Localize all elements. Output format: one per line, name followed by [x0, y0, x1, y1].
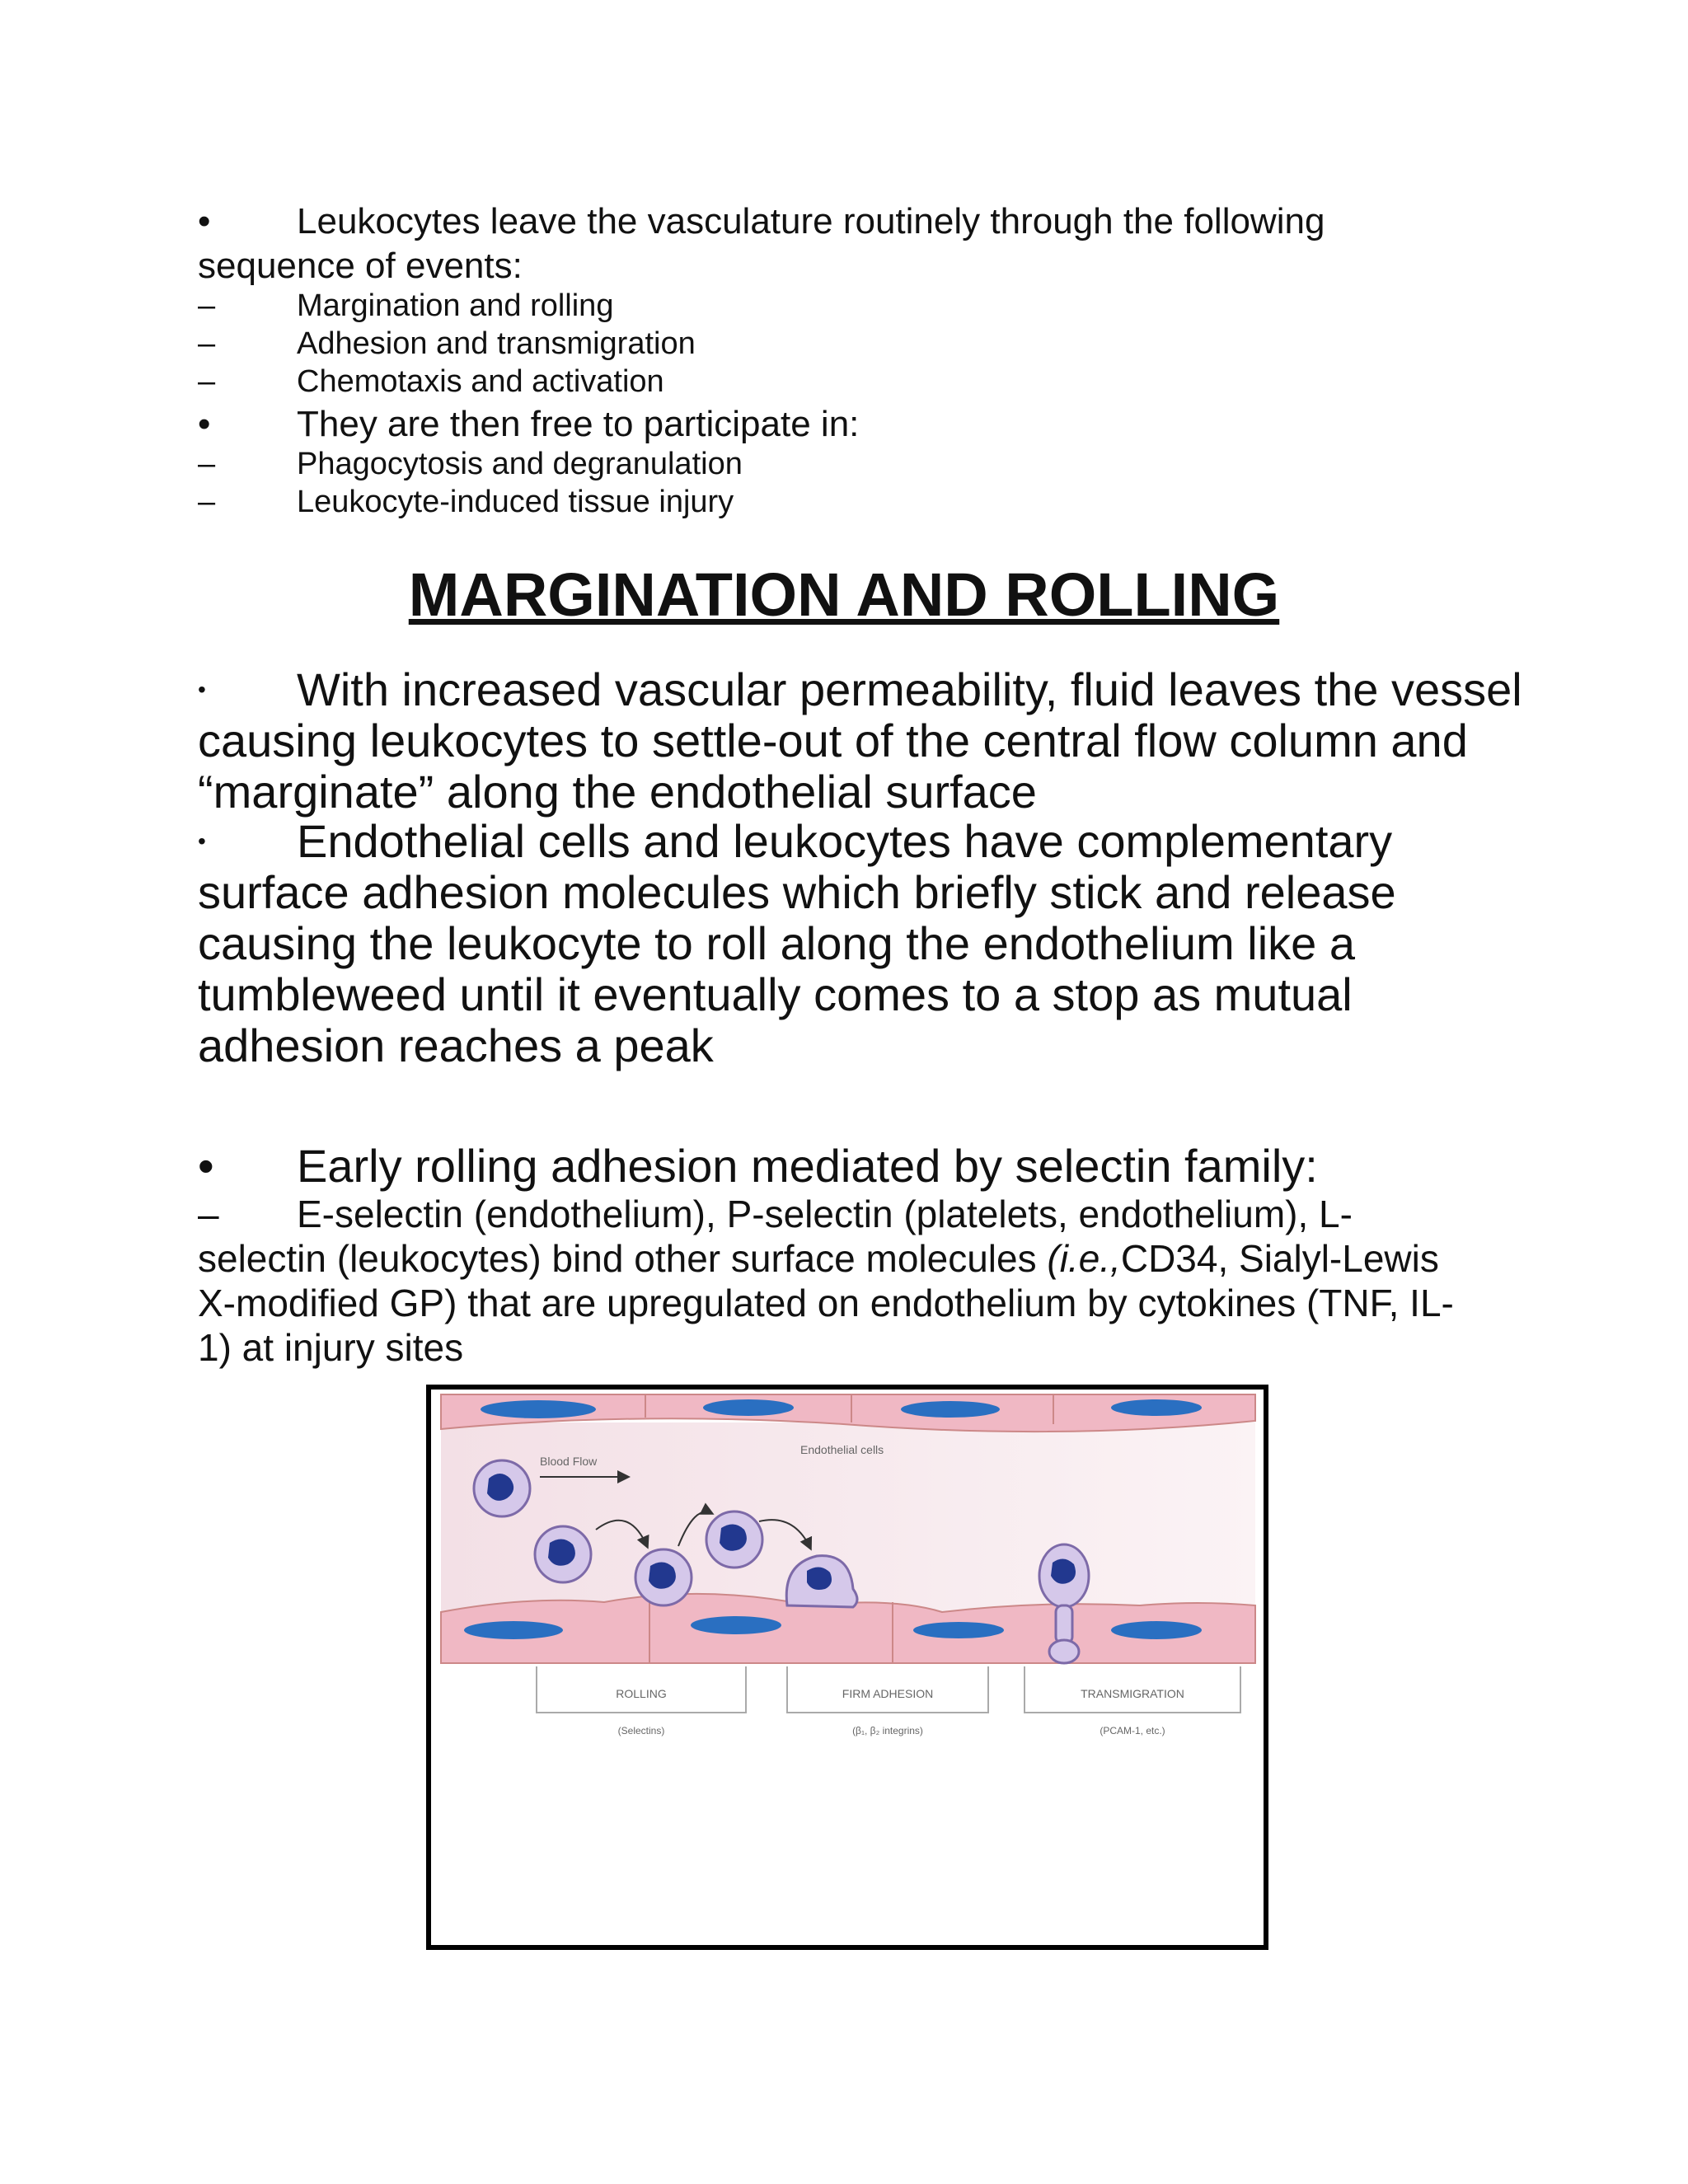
endothelial-nucleus — [1111, 1399, 1202, 1416]
para-4-line-4: 1) at injury sites — [198, 1326, 464, 1369]
figure-illustration — [431, 1390, 1264, 1945]
stage-label-firm-adhesion: FIRM ADHESION — [842, 1687, 934, 1700]
leukocyte-adhesion-figure — [426, 1385, 1268, 1950]
intro-line-1: Leukocytes leave the vasculature routinely through the following — [297, 201, 1325, 241]
bullet-marker: • — [198, 404, 211, 444]
dash-marker: – — [198, 288, 216, 323]
bullet-marker: • — [198, 1140, 214, 1192]
blood-flow-label: Blood Flow — [540, 1455, 598, 1468]
para-4-line-2-pre: selectin (leukocytes) bind other surface molecules — [198, 1237, 1048, 1280]
leukocyte — [706, 1511, 762, 1568]
stage-sub-transmigration: (PCAM-1, etc.) — [1100, 1725, 1165, 1736]
stage-sub-rolling: (Selectins) — [617, 1725, 665, 1736]
para-4-line-2-post: CD34, Sialyl-Lewis — [1120, 1237, 1439, 1280]
stage-label-rolling: ROLLING — [616, 1687, 667, 1700]
para-1-line-3: “marginate” along the endothelial surface — [198, 766, 1037, 818]
stage-sub-firm-adhesion: (β₁, β₂ integrins) — [852, 1725, 923, 1736]
endothelial-nucleus — [1111, 1621, 1202, 1639]
endothelial-nucleus — [901, 1401, 1000, 1418]
dash-marker: – — [198, 1193, 219, 1235]
step-text: Adhesion and transmigration — [297, 326, 696, 361]
step-text: Chemotaxis and activation — [297, 364, 664, 399]
para-4-line-3: X-modified GP) that are upregulated on endothelium by cytokines (TNF, IL- — [198, 1282, 1454, 1324]
endothelial-nucleus — [913, 1622, 1004, 1638]
small-bullet-marker: • — [198, 677, 206, 702]
para-4-line-1: E-selectin (endothelium), P-selectin (platelets, endothelium), L- — [297, 1193, 1353, 1235]
outcome-text: Leukocyte-induced tissue injury — [297, 485, 734, 519]
dash-marker: – — [198, 485, 216, 519]
leukocyte — [635, 1549, 692, 1605]
para-1-line-2: causing leukocytes to settle-out of the central flow column and — [198, 715, 1468, 766]
endothelial-nucleus — [691, 1616, 781, 1634]
intro-line-2: They are then free to participate in: — [297, 404, 860, 444]
para-3-text: Early rolling adhesion mediated by selectin family: — [297, 1140, 1318, 1192]
para-4-line-2-italic: (i.e., — [1047, 1237, 1121, 1280]
para-2-line-2: surface adhesion molecules which briefly stick and release — [198, 866, 1396, 918]
small-bullet-marker: • — [198, 828, 206, 854]
endothelial-nucleus — [703, 1399, 794, 1416]
endothelial-nucleus — [481, 1400, 596, 1418]
stage-label-transmigration: TRANSMIGRATION — [1081, 1687, 1184, 1700]
para-2-line-4: tumbleweed until it eventually comes to a stop as mutual — [198, 968, 1353, 1020]
endothelial-cells-label: Endothelial cells — [800, 1443, 884, 1456]
leukocyte — [474, 1460, 530, 1516]
para-4-line-2 — [198, 1236, 1439, 1281]
endothelial-nucleus — [464, 1621, 563, 1639]
dash-marker: – — [198, 364, 216, 399]
outcome-text: Phagocytosis and degranulation — [297, 447, 743, 481]
leukocyte — [535, 1526, 591, 1582]
bullet-marker: • — [198, 201, 211, 241]
para-1-line-1: With increased vascular permeability, fluid leaves the vessel — [297, 663, 1522, 715]
para-2-line-3: causing the leukocyte to roll along the endothelium like a — [198, 917, 1355, 969]
para-2-line-5: adhesion reaches a peak — [198, 1019, 714, 1071]
dash-marker: – — [198, 326, 216, 361]
step-text: Margination and rolling — [297, 288, 614, 323]
dash-marker: – — [198, 447, 216, 481]
para-2-line-1: Endothelial cells and leukocytes have complementary — [297, 815, 1393, 867]
intro-line-1-cont: sequence of events: — [198, 246, 523, 286]
section-heading: MARGINATION AND ROLLING — [408, 560, 1280, 629]
